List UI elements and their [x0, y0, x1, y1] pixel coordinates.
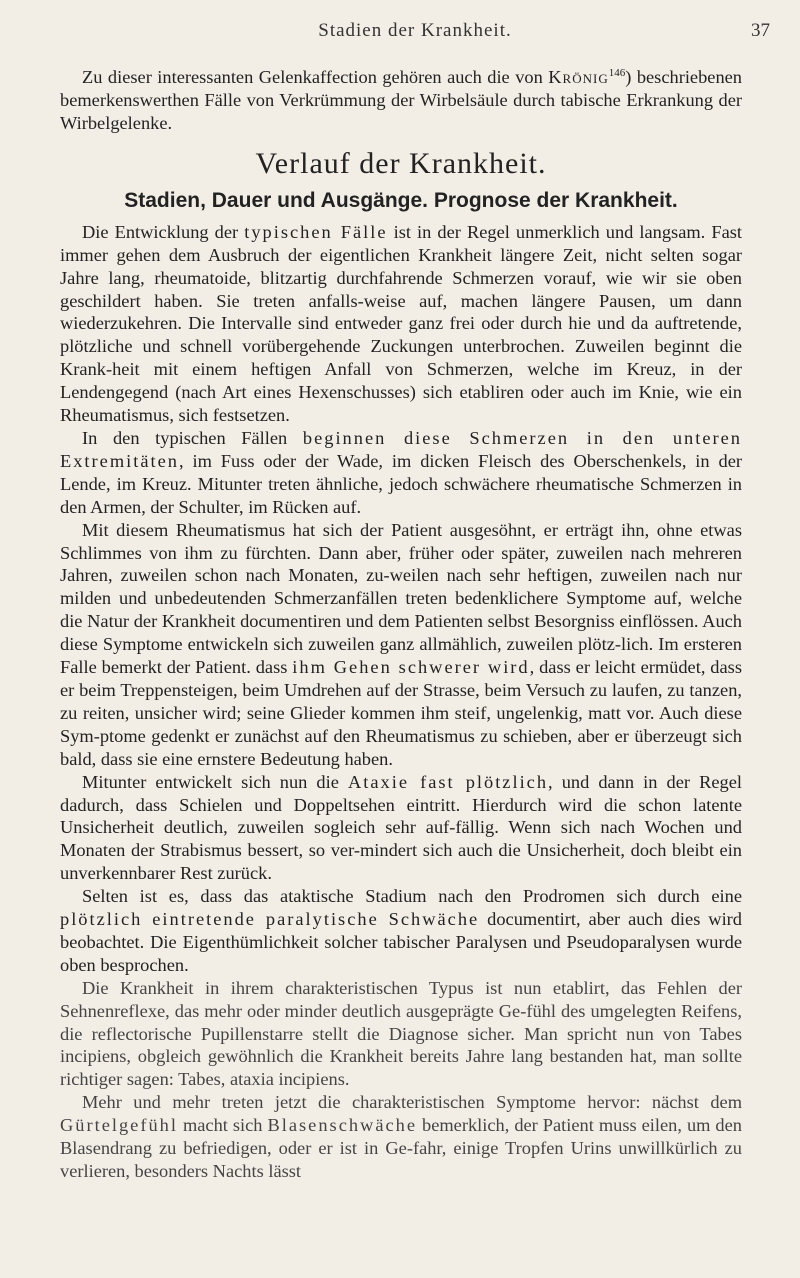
paragraph-6: Selten ist es, dass das ataktische Stadium nach den Prodromen sich durch eine plötzlich eintretende paralytische Schwäche documentirt, aber auch dies wird beobachtet. Die Eigenthümlichkeit solcher tabischer Paralysen und Pseudoparalysen wurde oben besprochen.	[60, 886, 742, 975]
emphasis: Blasenschwäche	[267, 1115, 418, 1136]
section-title: Verlauf der Krankheit.	[255, 146, 547, 180]
subsection-title: Stadien, Dauer und Ausgänge. Prognose der Krankheit.	[124, 188, 678, 212]
paragraph-5: Mitunter entwickelt sich nun die Ataxie fast plötzlich, und dann in der Regel dadurch, dass Schielen und Doppeltsehen eintritt. Hierdurch wird die schon latente Unsicherheit deutlich, zuweilen sogleich sehr auf-fällig. Wenn sich nach Wochen und Monaten der Strabismus bessert, so ver-mindert sich auch die Unsicherheit, doch bleibt ein unverkennbarer Rest zurück.	[60, 771, 743, 884]
running-title: Stadien der Krankheit.	[318, 20, 512, 41]
emphasis: Gürtelgefühl	[60, 1115, 178, 1136]
emphasis: Ataxie fast plötzlich	[347, 771, 549, 792]
emphasis: typischen Fälle	[244, 221, 388, 242]
paragraph-2: Die Entwicklung der typischen Fälle ist in der Regel unmerklich und langsam. Fast immer gehen dem Ausbruch der eigentlichen Krankheit längere Zeit, nicht selten sogar Jahre lang, rheumatoide, blitzartig durchfahrende Schmerzen vorauf, wie wir sie oben geschildert haben. Sie treten anfalls-weise auf, machen längere Pausen, um dann wiederzukehren. Die Intervalle sind entweder ganz frei oder durch hie und da auftretende, plötzliche und schnell vorübergehende Zuckungen unterbrochen. Zuweilen beginnt die Krank-heit mit einem heftigen Anfall von Schmerzen, welche im Kreuz, in der Lendengegend (nach Art eines Hexenschusses) sich etabliren oder auch im Knie, wie ein Rheumatismus, sich festsetzen.	[60, 221, 742, 426]
emphasis: beginnen diese Schmerzen in den unteren Extremitäten	[60, 428, 742, 471]
emphasis: plötzlich eintretende paralytische Schwäche	[60, 909, 480, 930]
page-number: 37	[751, 20, 770, 41]
page-body	[60, 62, 742, 1183]
footnote-ref: 146	[608, 67, 626, 79]
emphasis: ihm Gehen schwerer wird	[292, 657, 530, 678]
intro-paragraph: Zu dieser interessanten Gelenkaffection gehören auch die von Krönig$^{146}$) beschriebenen bemerkenswerthen Fälle von Verkrümmung der Wirbelsäule durch tabische Erkrankung der Wirbelgelenke.	[60, 67, 742, 133]
paragraph-4: Mit diesem Rheumatismus hat sich der Patient ausgesöhnt, er erträgt ihn, ohne etwas Schlimmes von ihm zu fürchten. Dann aber, früher oder später, zuweilen nach mehreren Jahren, zuweilen schon nach Monaten, zu-weilen nach sehr heftigen, zuweilen nach nur milden und unbedeutenden Schmerzanfällen treten bedenklichere Symptome auf, welche die Natur der Krankheit documentiren und dem Patienten selbst Besorgniss einflössen. Auch diese Symptome entwickeln sich zuweilen ganz allmählich, zuweilen plötz-lich. Im ersteren Falle bemerkt der Patient. dass ihm Gehen schwerer wird, dass er leicht ermüdet, dass er beim Treppensteigen, beim Umdrehen auf der Strasse, beim Versuch zu laufen, zu tanzen, zu reiten, unsicher wird; seine Glieder kommen ihm steif, ungelenkig, matt vor. Auch diese Sym-ptome gedenkt er zunächst auf den Rheumatismus zu schieben, aber er überzeugt sich bald, dass sie eine ernstere Bedeutung haben.	[60, 519, 742, 769]
paragraph-8: Mehr und mehr treten jetzt die charakteristischen Symptome hervor: nächst dem Gürtelgefühl macht sich Blasenschwäche bemerklich, der Patient muss eilen, um den Blasendrang zu befriedigen, oder er ist in Ge-fahr, einige Tropfen Urins unwillkürlich zu verlieren, besonders Nachts lässt	[60, 1092, 742, 1181]
running-header	[60, 20, 770, 44]
paragraph-3: In den typischen Fällen beginnen diese Schmerzen in den unteren Extremitäten, im Fuss oder der Wade, im dicken Fleisch des Oberschenkels, in der Lende, im Kreuz. Mitunter treten ähnliche, jedoch schwächere rheumatische Schmerzen in den Armen, der Schulter, im Rücken auf.	[60, 428, 742, 517]
author-name: Krönig	[548, 67, 609, 88]
paragraph-7: Die Krankheit in ihrem charakteristischen Typus ist nun etablirt, das Fehlen der Sehnenreflexe, das mehr oder minder deutlich ausgeprägte Ge-fühl des umgelegten Reifens, die reflectorische Pupillenstarre stellt die Diagnose sicher. Man spricht nun von Tabes incipiens, obgleich gewöhnlich die Krankheit bereits Jahre lang bestanden hat, man sollte richtiger sagen: Tabes, ataxia incipiens.	[60, 977, 742, 1090]
